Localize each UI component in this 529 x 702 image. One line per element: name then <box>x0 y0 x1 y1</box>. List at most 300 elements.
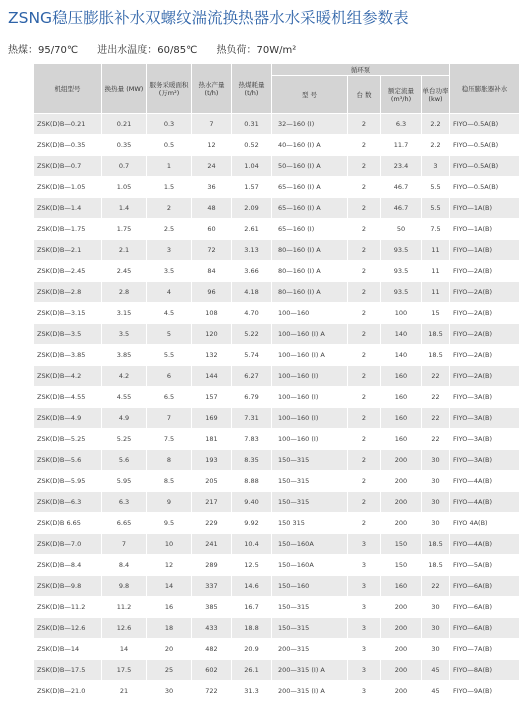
heat-load-spec: 热负荷：70W/m² <box>216 45 297 56</box>
cell-expansion: FIYO—8A(B) <box>450 660 520 681</box>
cell-pump-flow: 150 <box>381 555 422 576</box>
cell-pump-qty: 2 <box>348 303 381 324</box>
subtitle <box>8 41 312 56</box>
cell-expansion: FIYO—2A(B) <box>450 261 520 282</box>
cell-pump-type: 150—315 <box>272 471 348 492</box>
cell-water: 193 <box>192 450 232 471</box>
cell-coal: 20.9 <box>232 639 272 660</box>
cell-area: 14 <box>147 576 192 597</box>
table-row <box>34 114 520 135</box>
cell-water: 7 <box>192 114 232 135</box>
cell-pump-power: 45 <box>422 681 450 702</box>
cell-pump-type: 100—160 (I) A <box>272 324 348 345</box>
cell-heat: 3.5 <box>102 324 147 345</box>
cell-pump-type: 100—160 (I) <box>272 387 348 408</box>
cell-coal: 31.3 <box>232 681 272 702</box>
cell-pump-power: 22 <box>422 576 450 597</box>
table-row <box>34 660 520 681</box>
cell-water: 205 <box>192 471 232 492</box>
cell-pump-power: 11 <box>422 261 450 282</box>
cell-water: 181 <box>192 429 232 450</box>
cell-expansion: FIYO—3A(B) <box>450 429 520 450</box>
cell-pump-flow: 140 <box>381 324 422 345</box>
table-row <box>34 366 520 387</box>
cell-pump-type: 150—315 <box>272 597 348 618</box>
cell-coal: 16.7 <box>232 597 272 618</box>
cell-area: 16 <box>147 597 192 618</box>
cell-pump-type: 100—160 (I) <box>272 366 348 387</box>
table-row <box>34 492 520 513</box>
cell-water: 241 <box>192 534 232 555</box>
cell-pump-flow: 160 <box>381 366 422 387</box>
cell-pump-flow: 200 <box>381 639 422 660</box>
cell-model: ZSK(D)B—0.21 <box>34 114 102 135</box>
cell-water: 72 <box>192 240 232 261</box>
header-model: 机组型号 <box>34 64 102 114</box>
cell-pump-type: 40—160 (I) A <box>272 135 348 156</box>
cell-pump-qty: 2 <box>348 345 381 366</box>
cell-pump-power: 30 <box>422 471 450 492</box>
cell-pump-power: 15 <box>422 303 450 324</box>
cell-model: ZSK(D)B—4.2 <box>34 366 102 387</box>
cell-expansion: FIYO—6A(B) <box>450 618 520 639</box>
cell-heat: 7 <box>102 534 147 555</box>
cell-expansion: FIYO—2A(B) <box>450 282 520 303</box>
cell-area: 9.5 <box>147 513 192 534</box>
cell-pump-qty: 3 <box>348 681 381 702</box>
cell-model: ZSK(D)B—7.0 <box>34 534 102 555</box>
cell-water: 24 <box>192 156 232 177</box>
cell-pump-power: 18.5 <box>422 345 450 366</box>
cell-pump-qty: 2 <box>348 408 381 429</box>
cell-model: ZSK(D)B—17.5 <box>34 660 102 681</box>
table-row <box>34 387 520 408</box>
cell-heat: 2.45 <box>102 261 147 282</box>
cell-pump-power: 11 <box>422 240 450 261</box>
table-row <box>34 534 520 555</box>
cell-heat: 12.6 <box>102 618 147 639</box>
cell-area: 5 <box>147 324 192 345</box>
cell-pump-type: 150—160A <box>272 534 348 555</box>
cell-pump-flow: 160 <box>381 408 422 429</box>
cell-pump-flow: 46.7 <box>381 177 422 198</box>
cell-expansion: FIYO—0.5A(B) <box>450 177 520 198</box>
cell-expansion: FIYO—2A(B) <box>450 366 520 387</box>
cell-coal: 7.31 <box>232 408 272 429</box>
cell-area: 1 <box>147 156 192 177</box>
cell-expansion: FIYO—6A(B) <box>450 576 520 597</box>
cell-pump-power: 11 <box>422 282 450 303</box>
cell-pump-qty: 2 <box>348 366 381 387</box>
cell-coal: 26.1 <box>232 660 272 681</box>
cell-expansion: FIYO—4A(B) <box>450 471 520 492</box>
cell-pump-flow: 200 <box>381 597 422 618</box>
cell-pump-flow: 200 <box>381 618 422 639</box>
cell-pump-power: 2.2 <box>422 135 450 156</box>
cell-coal: 5.74 <box>232 345 272 366</box>
page-title: ZSNG稳压膨胀补水双螺纹湍流换热器水水采暖机组参数表 <box>8 9 409 27</box>
cell-expansion: FIYO—3A(B) <box>450 408 520 429</box>
cell-coal: 4.18 <box>232 282 272 303</box>
cell-model: ZSK(D)B 6.65 <box>34 513 102 534</box>
cell-pump-type: 150—315 <box>272 492 348 513</box>
cell-pump-power: 5.5 <box>422 177 450 198</box>
cell-pump-type: 65—160 (I) A <box>272 198 348 219</box>
cell-pump-power: 7.5 <box>422 219 450 240</box>
inlet-temp-spec: 进出水温度：60/85℃ <box>97 45 198 56</box>
cell-model: ZSK(D)B—12.6 <box>34 618 102 639</box>
cell-pump-type: 200—315 (I) A <box>272 660 348 681</box>
cell-pump-qty: 2 <box>348 135 381 156</box>
cell-pump-type: 50—160 (I) A <box>272 156 348 177</box>
cell-pump-qty: 2 <box>348 198 381 219</box>
cell-area: 20 <box>147 639 192 660</box>
table-row <box>34 681 520 702</box>
cell-model: ZSK(D)B—5.6 <box>34 450 102 471</box>
cell-heat: 2.1 <box>102 240 147 261</box>
cell-model: ZSK(D)B—1.05 <box>34 177 102 198</box>
cell-pump-qty: 2 <box>348 177 381 198</box>
cell-coal: 2.61 <box>232 219 272 240</box>
cell-coal: 6.27 <box>232 366 272 387</box>
cell-heat: 1.4 <box>102 198 147 219</box>
cell-area: 8 <box>147 450 192 471</box>
cell-water: 60 <box>192 219 232 240</box>
cell-area: 6 <box>147 366 192 387</box>
cell-pump-qty: 3 <box>348 597 381 618</box>
cell-heat: 0.21 <box>102 114 147 135</box>
cell-pump-type: 150 315 <box>272 513 348 534</box>
table-row <box>34 450 520 471</box>
cell-pump-qty: 2 <box>348 240 381 261</box>
cell-pump-flow: 160 <box>381 576 422 597</box>
cell-pump-flow: 100 <box>381 303 422 324</box>
cell-model: ZSK(D)B—9.8 <box>34 576 102 597</box>
cell-area: 3 <box>147 240 192 261</box>
table-row <box>34 639 520 660</box>
cell-expansion: FIYO—7A(B) <box>450 639 520 660</box>
table-row <box>34 240 520 261</box>
cell-heat: 3.85 <box>102 345 147 366</box>
cell-area: 6.5 <box>147 387 192 408</box>
cell-water: 385 <box>192 597 232 618</box>
cell-pump-power: 22 <box>422 408 450 429</box>
cell-coal: 3.66 <box>232 261 272 282</box>
table-row <box>34 576 520 597</box>
table-row <box>34 618 520 639</box>
table-body <box>34 114 520 702</box>
cell-pump-flow: 11.7 <box>381 135 422 156</box>
cell-heat: 1.05 <box>102 177 147 198</box>
cell-heat: 1.75 <box>102 219 147 240</box>
cell-area: 9 <box>147 492 192 513</box>
cell-area: 7 <box>147 408 192 429</box>
cell-pump-qty: 2 <box>348 492 381 513</box>
cell-heat: 4.9 <box>102 408 147 429</box>
table-row <box>34 597 520 618</box>
cell-heat: 9.8 <box>102 576 147 597</box>
cell-model: ZSK(D)B—0.7 <box>34 156 102 177</box>
table-row <box>34 429 520 450</box>
cell-water: 229 <box>192 513 232 534</box>
table-row <box>34 324 520 345</box>
cell-expansion: FIYO—0.5A(B) <box>450 135 520 156</box>
table-row <box>34 135 520 156</box>
cell-water: 12 <box>192 135 232 156</box>
cell-pump-qty: 2 <box>348 114 381 135</box>
cell-pump-type: 150—315 <box>272 618 348 639</box>
cell-expansion: FIYO—4A(B) <box>450 534 520 555</box>
cell-area: 30 <box>147 681 192 702</box>
header-water: 热水产量 (t/h) <box>192 64 232 114</box>
cell-heat: 4.2 <box>102 366 147 387</box>
cell-expansion: FIYO—2A(B) <box>450 303 520 324</box>
table-row <box>34 408 520 429</box>
cell-expansion: FIYO—4A(B) <box>450 492 520 513</box>
cell-pump-flow: 93.5 <box>381 282 422 303</box>
cell-coal: 10.4 <box>232 534 272 555</box>
cell-model: ZSK(D)B—11.2 <box>34 597 102 618</box>
cell-pump-type: 100—160 (I) <box>272 429 348 450</box>
cell-water: 289 <box>192 555 232 576</box>
cell-coal: 1.04 <box>232 156 272 177</box>
cell-pump-type: 65—160 (I) A <box>272 177 348 198</box>
cell-water: 144 <box>192 366 232 387</box>
cell-pump-qty: 2 <box>348 471 381 492</box>
table-row <box>34 282 520 303</box>
cell-model: ZSK(D)B—14 <box>34 639 102 660</box>
table-row <box>34 219 520 240</box>
cell-expansion: FIYO—3A(B) <box>450 387 520 408</box>
cell-pump-power: 22 <box>422 366 450 387</box>
cell-area: 3.5 <box>147 261 192 282</box>
cell-coal: 8.88 <box>232 471 272 492</box>
cell-pump-qty: 2 <box>348 387 381 408</box>
cell-coal: 0.31 <box>232 114 272 135</box>
cell-pump-type: 32—160 (I) <box>272 114 348 135</box>
header-pump-power: 单台功率 (kw) <box>422 76 450 114</box>
header-coal: 热煤耗量 (t/h) <box>232 64 272 114</box>
cell-area: 4.5 <box>147 303 192 324</box>
cell-area: 4 <box>147 282 192 303</box>
cell-water: 84 <box>192 261 232 282</box>
cell-pump-type: 100—160 <box>272 303 348 324</box>
cell-model: ZSK(D)B—2.45 <box>34 261 102 282</box>
cell-water: 157 <box>192 387 232 408</box>
cell-expansion: FIYO—0.5A(B) <box>450 114 520 135</box>
cell-coal: 14.6 <box>232 576 272 597</box>
table-row <box>34 156 520 177</box>
cell-water: 48 <box>192 198 232 219</box>
header-pump-qty: 台 数 <box>348 76 381 114</box>
cell-pump-flow: 160 <box>381 429 422 450</box>
cell-water: 482 <box>192 639 232 660</box>
table-row <box>34 345 520 366</box>
cell-pump-type: 100—160 (I) <box>272 408 348 429</box>
cell-coal: 1.57 <box>232 177 272 198</box>
cell-heat: 4.55 <box>102 387 147 408</box>
cell-pump-type: 150—160 <box>272 576 348 597</box>
cell-pump-flow: 200 <box>381 681 422 702</box>
cell-water: 602 <box>192 660 232 681</box>
cell-area: 10 <box>147 534 192 555</box>
cell-model: ZSK(D)B—5.95 <box>34 471 102 492</box>
table-row <box>34 513 520 534</box>
cell-pump-power: 30 <box>422 492 450 513</box>
cell-area: 0.5 <box>147 135 192 156</box>
cell-water: 132 <box>192 345 232 366</box>
cell-model: ZSK(D)B—3.85 <box>34 345 102 366</box>
cell-model: ZSK(D)B—4.9 <box>34 408 102 429</box>
cell-expansion: FIYO—1A(B) <box>450 198 520 219</box>
header-expansion: 稳压膨胀器补水 <box>450 64 520 114</box>
cell-pump-flow: 140 <box>381 345 422 366</box>
cell-pump-flow: 200 <box>381 492 422 513</box>
cell-heat: 0.7 <box>102 156 147 177</box>
cell-expansion: FIYO—6A(B) <box>450 597 520 618</box>
cell-pump-power: 30 <box>422 513 450 534</box>
table-row <box>34 177 520 198</box>
cell-model: ZSK(D)B—4.55 <box>34 387 102 408</box>
cell-pump-qty: 3 <box>348 555 381 576</box>
cell-pump-qty: 2 <box>348 261 381 282</box>
cell-heat: 5.95 <box>102 471 147 492</box>
cell-pump-flow: 50 <box>381 219 422 240</box>
cell-coal: 9.92 <box>232 513 272 534</box>
header-area: 服务采暖面积 (万m²) <box>147 64 192 114</box>
cell-heat: 2.8 <box>102 282 147 303</box>
header-pump-type: 型 号 <box>272 76 348 114</box>
hot-coal-spec: 热煤：95/70℃ <box>8 45 79 56</box>
cell-pump-power: 2.2 <box>422 114 450 135</box>
cell-heat: 0.35 <box>102 135 147 156</box>
cell-model: ZSK(D)B—0.35 <box>34 135 102 156</box>
cell-model: ZSK(D)B—2.1 <box>34 240 102 261</box>
cell-water: 722 <box>192 681 232 702</box>
cell-pump-power: 22 <box>422 429 450 450</box>
table-row <box>34 261 520 282</box>
cell-expansion: FIYO—9A(B) <box>450 681 520 702</box>
cell-coal: 4.70 <box>232 303 272 324</box>
cell-pump-type: 200—315 (I) A <box>272 681 348 702</box>
cell-water: 36 <box>192 177 232 198</box>
cell-pump-type: 200—315 <box>272 639 348 660</box>
cell-model: ZSK(D)B—5.25 <box>34 429 102 450</box>
cell-pump-type: 80—160 (I) A <box>272 261 348 282</box>
cell-pump-flow: 150 <box>381 534 422 555</box>
cell-expansion: FIYO—5A(B) <box>450 555 520 576</box>
cell-pump-flow: 23.4 <box>381 156 422 177</box>
cell-pump-power: 30 <box>422 618 450 639</box>
cell-pump-qty: 2 <box>348 450 381 471</box>
cell-expansion: FIYO—3A(B) <box>450 450 520 471</box>
cell-area: 0.3 <box>147 114 192 135</box>
cell-area: 25 <box>147 660 192 681</box>
cell-pump-flow: 93.5 <box>381 240 422 261</box>
cell-area: 8.5 <box>147 471 192 492</box>
cell-pump-flow: 200 <box>381 471 422 492</box>
cell-heat: 11.2 <box>102 597 147 618</box>
cell-model: ZSK(D)B—1.75 <box>34 219 102 240</box>
cell-area: 18 <box>147 618 192 639</box>
cell-water: 337 <box>192 576 232 597</box>
cell-pump-flow: 200 <box>381 660 422 681</box>
cell-pump-qty: 2 <box>348 429 381 450</box>
cell-model: ZSK(D)B—3.15 <box>34 303 102 324</box>
cell-pump-flow: 6.3 <box>381 114 422 135</box>
cell-pump-type: 80—160 (I) A <box>272 240 348 261</box>
cell-water: 217 <box>192 492 232 513</box>
cell-pump-qty: 3 <box>348 534 381 555</box>
cell-pump-flow: 93.5 <box>381 261 422 282</box>
table-row <box>34 471 520 492</box>
cell-model: ZSK(D)B—1.4 <box>34 198 102 219</box>
cell-expansion: FIYO—1A(B) <box>450 219 520 240</box>
cell-pump-type: 150—315 <box>272 450 348 471</box>
cell-model: ZSK(D)B—6.3 <box>34 492 102 513</box>
cell-area: 5.5 <box>147 345 192 366</box>
cell-area: 7.5 <box>147 429 192 450</box>
cell-expansion: FIYO—2A(B) <box>450 345 520 366</box>
cell-pump-power: 30 <box>422 639 450 660</box>
cell-heat: 17.5 <box>102 660 147 681</box>
cell-heat: 5.6 <box>102 450 147 471</box>
cell-pump-type: 150—160A <box>272 555 348 576</box>
cell-pump-flow: 46.7 <box>381 198 422 219</box>
cell-pump-flow: 200 <box>381 513 422 534</box>
cell-pump-qty: 3 <box>348 639 381 660</box>
cell-pump-power: 30 <box>422 597 450 618</box>
cell-pump-qty: 2 <box>348 282 381 303</box>
cell-model: ZSK(D)B—21.0 <box>34 681 102 702</box>
table-row <box>34 303 520 324</box>
cell-pump-power: 5.5 <box>422 198 450 219</box>
cell-area: 1.5 <box>147 177 192 198</box>
cell-coal: 3.13 <box>232 240 272 261</box>
cell-heat: 14 <box>102 639 147 660</box>
cell-pump-type: 80—160 (I) A <box>272 282 348 303</box>
table-row <box>34 198 520 219</box>
cell-coal: 7.83 <box>232 429 272 450</box>
cell-heat: 5.25 <box>102 429 147 450</box>
cell-area: 2.5 <box>147 219 192 240</box>
cell-pump-flow: 160 <box>381 387 422 408</box>
table-row <box>34 555 520 576</box>
cell-model: ZSK(D)B—8.4 <box>34 555 102 576</box>
cell-pump-power: 22 <box>422 387 450 408</box>
cell-coal: 9.40 <box>232 492 272 513</box>
cell-area: 12 <box>147 555 192 576</box>
cell-pump-qty: 2 <box>348 219 381 240</box>
cell-model: ZSK(D)B—3.5 <box>34 324 102 345</box>
cell-water: 96 <box>192 282 232 303</box>
cell-expansion: FIYO—0.5A(B) <box>450 156 520 177</box>
cell-pump-power: 18.5 <box>422 555 450 576</box>
cell-model: ZSK(D)B—2.8 <box>34 282 102 303</box>
cell-heat: 6.65 <box>102 513 147 534</box>
cell-coal: 6.79 <box>232 387 272 408</box>
parameter-table <box>33 63 520 702</box>
cell-pump-qty: 3 <box>348 660 381 681</box>
cell-coal: 8.35 <box>232 450 272 471</box>
cell-heat: 8.4 <box>102 555 147 576</box>
cell-coal: 0.52 <box>232 135 272 156</box>
cell-pump-power: 18.5 <box>422 324 450 345</box>
cell-pump-qty: 3 <box>348 618 381 639</box>
cell-water: 433 <box>192 618 232 639</box>
header-heat: 换热量 (MW) <box>102 64 147 114</box>
cell-heat: 3.15 <box>102 303 147 324</box>
